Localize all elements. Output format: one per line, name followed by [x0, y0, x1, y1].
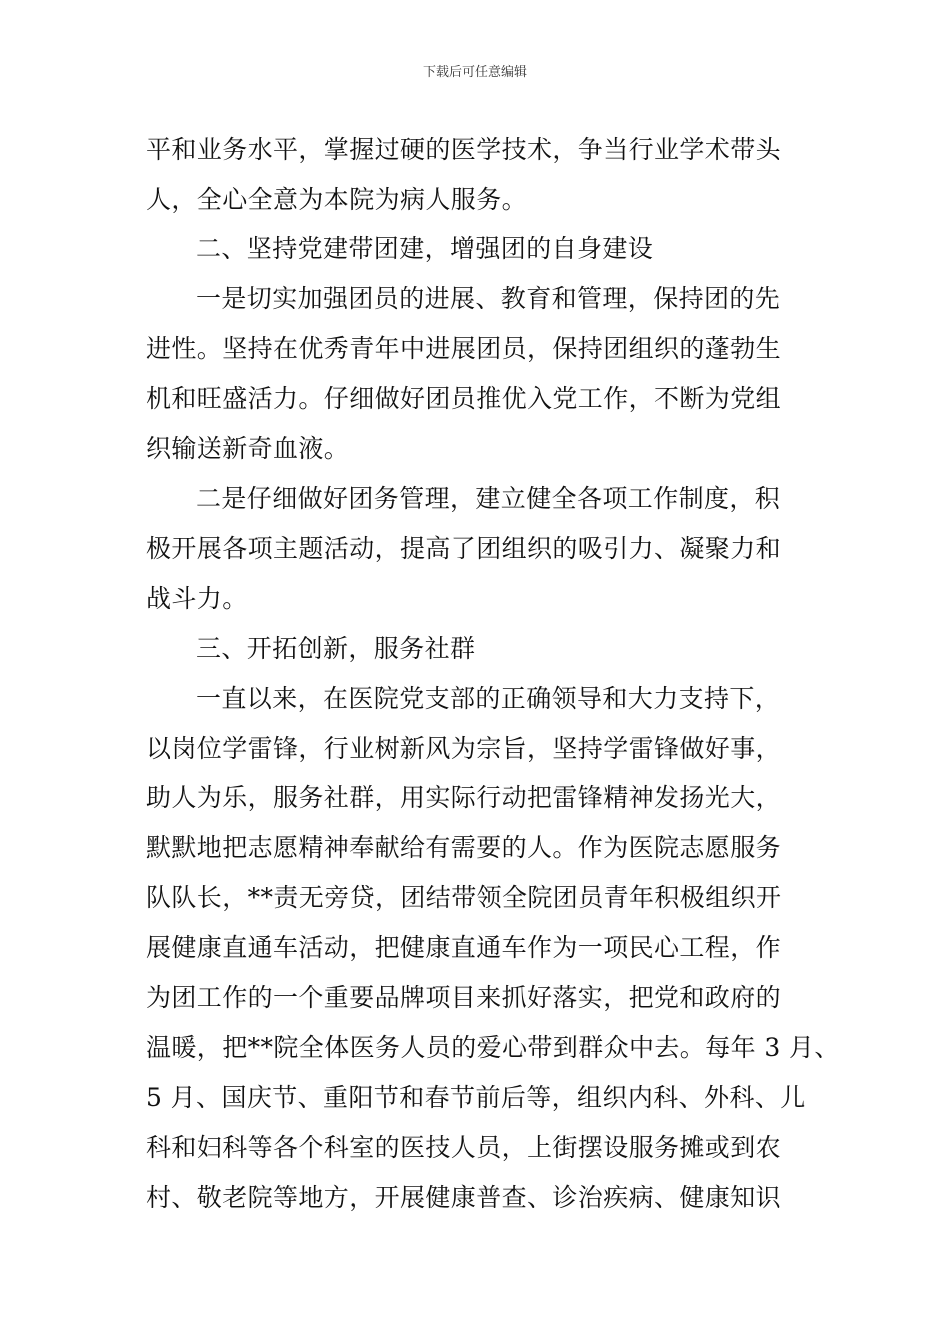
- body-line: 温暖，把**院全体医务人员的爱心带到群众中去。每年 3 月、: [146, 1033, 840, 1062]
- body-line: 机和旺盛活力。仔细做好团员推优入党工作，不断为党组: [146, 384, 782, 413]
- body-line: 织输送新奇血液。: [146, 434, 350, 463]
- body-line: 助人为乐，服务社群，用实际行动把雷锋精神发扬光大，: [146, 783, 782, 812]
- body-line: 一是切实加强团员的进展、教育和管理，保持团的先: [196, 284, 781, 313]
- page-header: 下载后可任意编辑: [422, 65, 527, 80]
- body-line: 5 月、国庆节、重阳节和春节前后等，组织内科、外科、儿: [146, 1083, 806, 1112]
- body-line: 战斗力。: [146, 584, 248, 613]
- body-line: 极开展各项主题活动，提高了团组织的吸引力、凝聚力和: [146, 534, 782, 563]
- body-line: 为团工作的一个重要品牌项目来抓好落实，把党和政府的: [146, 983, 782, 1012]
- body-line: 以岗位学雷锋，行业树新风为宗旨，坚持学雷锋做好事，: [146, 734, 782, 763]
- body-line: 平和业务水平，掌握过硬的医学技术，争当行业学术带头: [146, 135, 782, 164]
- body-line: 展健康直通车活动，把健康直通车作为一项民心工程，作: [146, 933, 782, 962]
- body-line: 队队长，**责无旁贷，团结带领全院团员青年积极组织开: [146, 883, 782, 912]
- body-line: 村、敬老院等地方，开展健康普查、诊治疾病、健康知识: [146, 1183, 782, 1212]
- body-line: 一直以来，在医院党支部的正确领导和大力支持下，: [196, 684, 781, 713]
- body-line: 二是仔细做好团务管理，建立健全各项工作制度，积: [196, 484, 781, 513]
- section-heading: 二、坚持党建带团建，增强团的自身建设: [196, 234, 654, 263]
- body-line: 人，全心全意为本院为病人服务。: [146, 185, 528, 214]
- body-line: 科和妇科等各个科室的医技人员，上街摆设服务摊或到农: [146, 1133, 782, 1162]
- body-line: 默默地把志愿精神奉献给有需要的人。作为医院志愿服务: [146, 833, 782, 862]
- body-line: 进性。坚持在优秀青年中进展团员，保持团组织的蓬勃生: [146, 334, 782, 363]
- section-heading: 三、开拓创新，服务社群: [196, 634, 476, 663]
